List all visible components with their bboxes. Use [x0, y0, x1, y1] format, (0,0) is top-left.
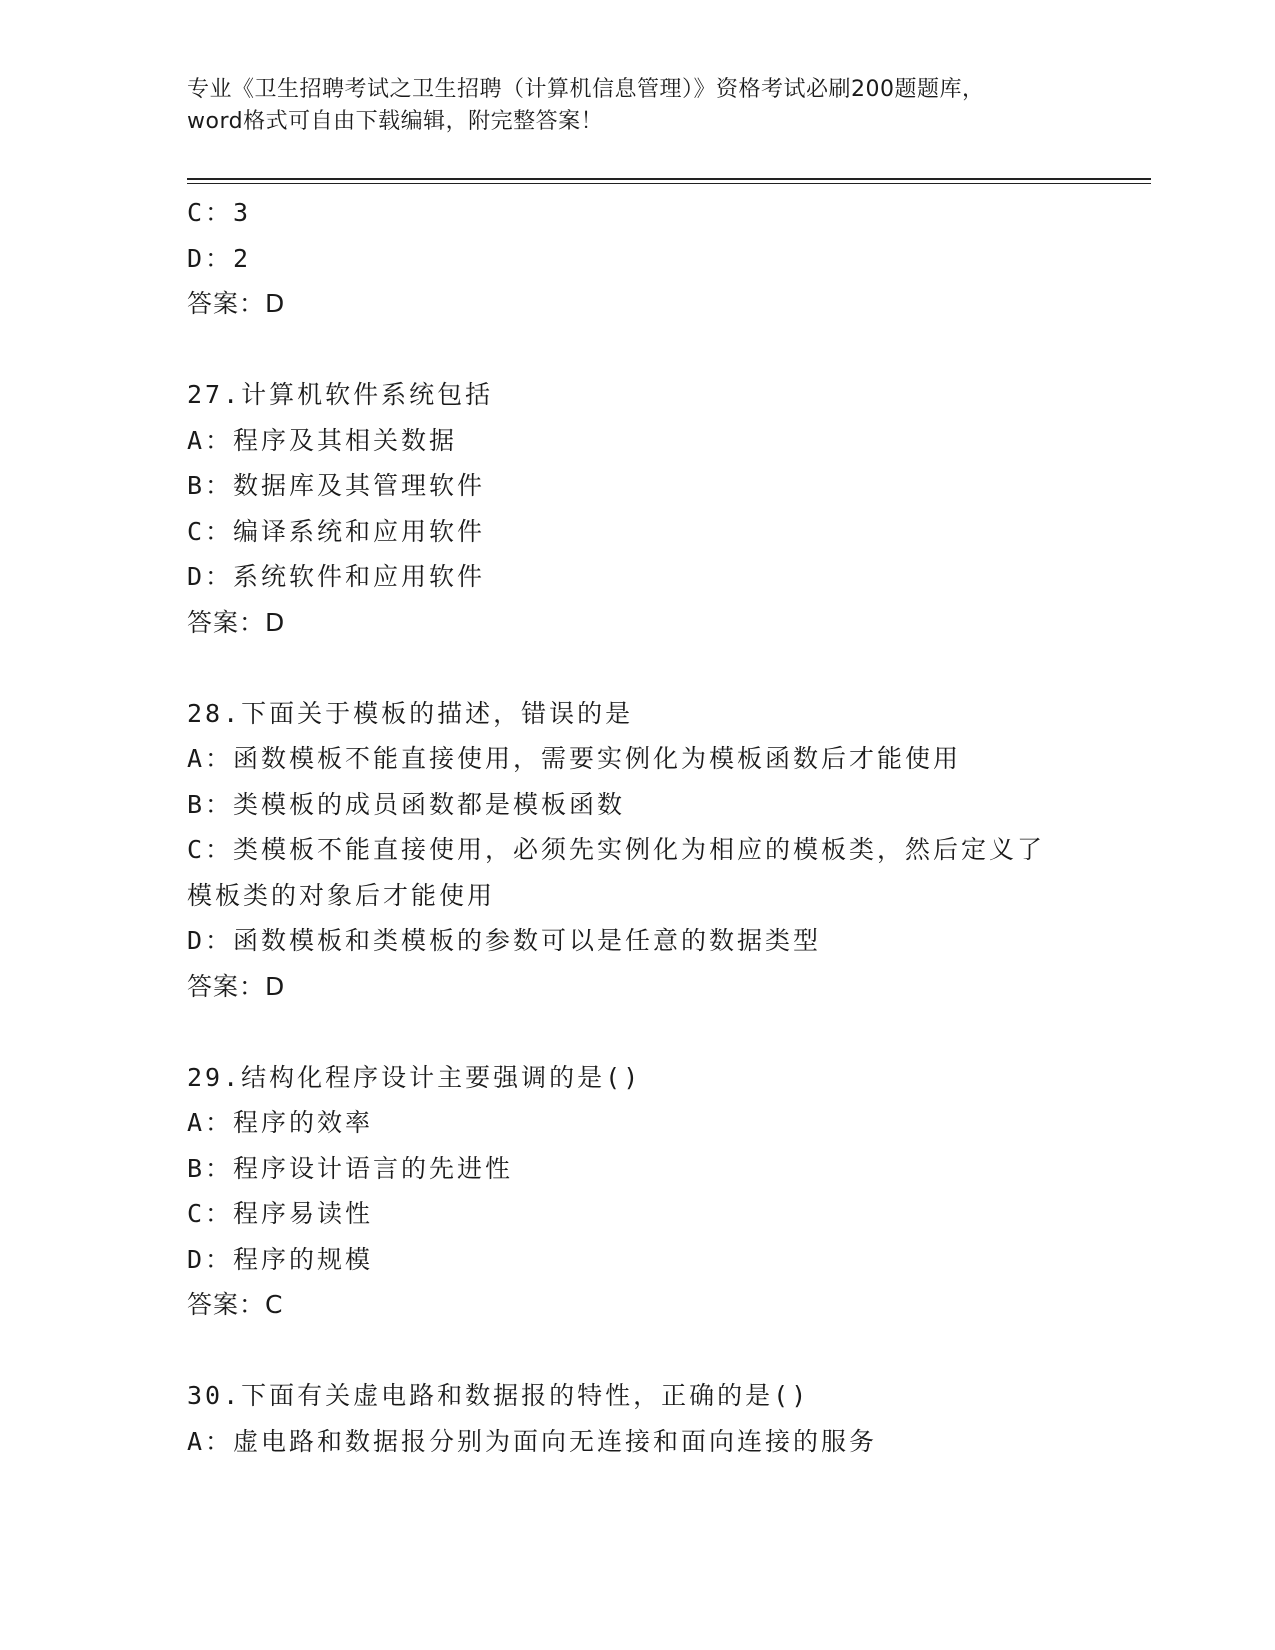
question-27	[187, 372, 1087, 645]
option-b: B：程序设计语言的先进性	[187, 1153, 514, 1183]
answer-line: 答案：D	[187, 289, 286, 318]
header-rule-thin	[187, 183, 1151, 184]
question-30	[187, 1373, 1087, 1464]
option-d: D：程序的规模	[187, 1244, 374, 1274]
option-d: D：函数模板和类模板的参数可以是任意的数据类型	[187, 926, 822, 955]
option-b: B：数据库及其管理软件	[187, 471, 486, 500]
option-a: A：程序的效率	[187, 1108, 374, 1137]
header-title-line-1: 专业《卫生招聘考试之卫生招聘（计算机信息管理）》资格考试必刷200题题库，	[187, 77, 985, 102]
option-d: D：2	[187, 243, 252, 273]
question-spacer	[187, 1009, 1087, 1055]
question-29	[187, 1055, 1087, 1328]
option-c: C：3	[187, 198, 252, 227]
question-stem: 30.下面有关虚电路和数据报的特性，正确的是()	[187, 1381, 810, 1410]
question-spacer	[187, 327, 1087, 373]
document-header	[187, 74, 1087, 138]
question-stem: 29.结构化程序设计主要强调的是()	[187, 1062, 642, 1092]
header-title-line-2: word格式可自由下载编辑，附完整答案！	[187, 109, 604, 134]
option-a: A：函数模板不能直接使用，需要实例化为模板函数后才能使用	[187, 744, 962, 773]
option-c: C：类模板不能直接使用，必须先实例化为相应的模板类，然后定义了	[187, 835, 1046, 864]
question-28	[187, 691, 1087, 1010]
option-c: C：程序易读性	[187, 1199, 374, 1228]
answer-line: 答案：D	[187, 971, 286, 1001]
question-26-tail	[187, 190, 1087, 327]
answer-line: 答案：D	[187, 607, 286, 637]
header-rule-thick	[187, 178, 1151, 180]
option-d: D：系统软件和应用软件	[187, 562, 486, 591]
option-b: B：类模板的成员函数都是模板函数	[187, 789, 626, 819]
option-c-continued: 模板类的对象后才能使用	[187, 880, 496, 910]
question-spacer	[187, 645, 1087, 691]
question-list	[187, 190, 1087, 1464]
option-c: C：编译系统和应用软件	[187, 516, 486, 546]
option-a: A：程序及其相关数据	[187, 425, 458, 455]
answer-line: 答案：C	[187, 1290, 284, 1319]
question-stem: 27.计算机软件系统包括	[187, 380, 494, 409]
question-spacer	[187, 1328, 1087, 1374]
question-stem: 28.下面关于模板的描述，错误的是	[187, 698, 634, 728]
option-a: A：虚电路和数据报分别为面向无连接和面向连接的服务	[187, 1426, 878, 1456]
